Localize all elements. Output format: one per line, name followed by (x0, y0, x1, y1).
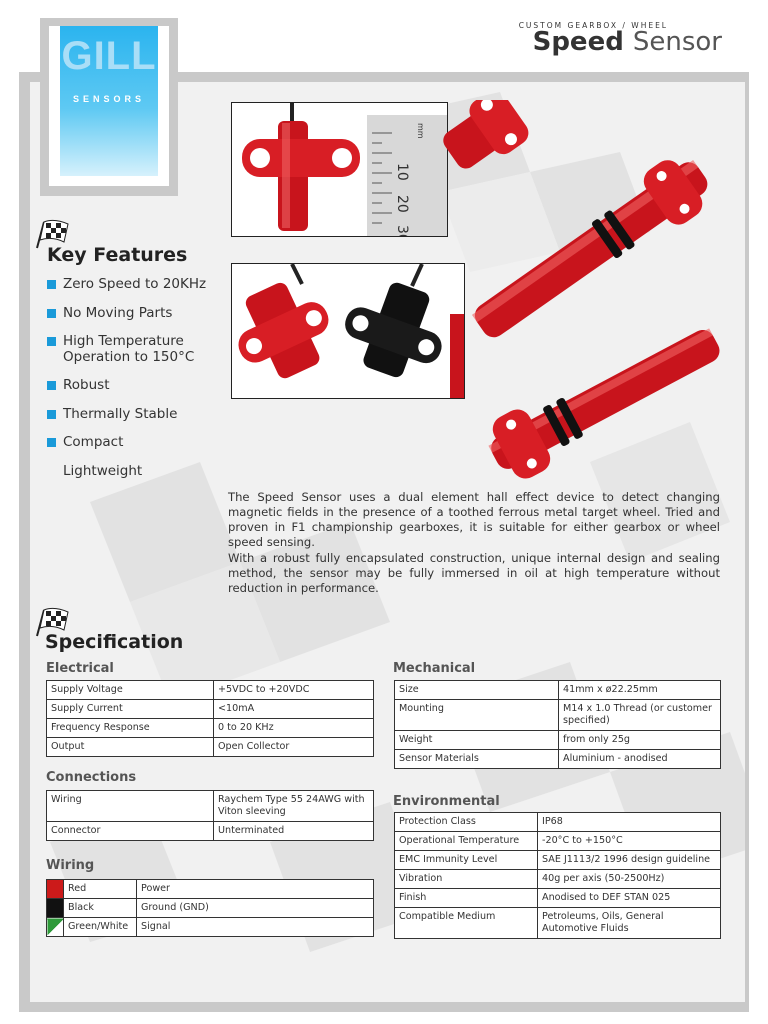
feature-text: High Temperature (63, 333, 184, 349)
table-cell-value: -20°C to +150°C (538, 832, 721, 851)
table-cell-label: Compatible Medium (395, 908, 538, 939)
table-cell-value: M14 x 1.0 Thread (or customer specified) (559, 700, 721, 731)
table-row (395, 813, 721, 832)
logo-wordmark: GILL (61, 34, 157, 78)
table-cell-value: Unterminated (214, 822, 374, 841)
bullet-square-icon (47, 410, 56, 419)
mechanical-heading: Mechanical (393, 661, 476, 676)
table-cell-label: Supply Voltage (47, 681, 214, 700)
key-features-heading: Key Features (47, 244, 188, 266)
table-row (47, 880, 374, 899)
table-cell-label: Size (395, 681, 559, 700)
feature-text: No Moving Parts (63, 305, 173, 321)
bullet-square-icon (47, 337, 56, 346)
table-row (395, 889, 721, 908)
table-cell-value: Ground (GND) (137, 899, 374, 918)
electrical-table (46, 680, 374, 757)
table-row (395, 870, 721, 889)
table-cell-label: Output (47, 738, 214, 757)
description-paragraph-1: The Speed Sensor uses a dual element hall effect device to detect changing magnetic fields in the presence of a toothed ferrous metal target wheel. Tried and proven in F1 championship gearboxes, it is suitable for either gearbox or wheel speed sensing. (228, 490, 720, 549)
table-cell-label: Protection Class (395, 813, 538, 832)
table-cell-label: Black (64, 899, 137, 918)
feature-text: Zero Speed to 20KHz (63, 276, 207, 292)
ruler-label-10: 10 (394, 163, 410, 181)
table-cell-label: Finish (395, 889, 538, 908)
table-cell-value: from only 25g (559, 731, 721, 750)
table-cell-value: Petroleums, Oils, General Automotive Fluids (538, 908, 721, 939)
table-cell-value: 41mm x ø22.25mm (559, 681, 721, 700)
table-row (47, 738, 374, 757)
table-cell-label: Supply Current (47, 700, 214, 719)
feature-text: Robust (63, 377, 110, 393)
ruler-label-30: 30 (394, 225, 410, 236)
title-kicker: CUSTOM GEARBOX / WHEEL (518, 21, 668, 30)
wiring-heading: Wiring (46, 858, 95, 873)
mechanical-table (394, 680, 721, 769)
sensor-with-ruler-illustration (232, 103, 447, 236)
company-logo (60, 26, 158, 176)
table-row (47, 681, 374, 700)
table-cell-label: Wiring (47, 791, 214, 822)
table-row (47, 822, 374, 841)
table-row (395, 731, 721, 750)
table-cell-label: EMC Immunity Level (395, 851, 538, 870)
description-paragraph-2: With a robust fully encapsulated construction, unique internal design and sealing method, the sensor may be fully immersed in oil at high temperature without reduction in performance. (228, 551, 720, 595)
frame-left-bar (19, 72, 30, 1012)
table-cell-value: 40g per axis (50-2500Hz) (538, 870, 721, 889)
wire-color-swatch-red (47, 880, 64, 899)
table-row (395, 681, 721, 700)
connections-table (46, 790, 374, 841)
table-cell-label: Operational Temperature (395, 832, 538, 851)
wire-color-swatch-green-white (47, 918, 64, 937)
title-bold: Speed (532, 27, 624, 57)
table-row (47, 791, 374, 822)
table-cell-value: 0 to 20 KHz (214, 719, 374, 738)
table-cell-value: SAE J1113/2 1996 design guideline (538, 851, 721, 870)
electrical-heading: Electrical (46, 661, 114, 676)
table-cell-label: Weight (395, 731, 559, 750)
title-light: Sensor (632, 27, 722, 57)
table-cell-label: Sensor Materials (395, 750, 559, 769)
table-cell-value: Power (137, 880, 374, 899)
specification-heading: Specification (45, 631, 184, 653)
table-cell-label: Frequency Response (47, 719, 214, 738)
table-row (395, 700, 721, 731)
ruler-label-20: 20 (394, 195, 410, 213)
table-row (47, 719, 374, 738)
table-cell-label: Green/White (64, 918, 137, 937)
table-row (395, 832, 721, 851)
table-cell-label: Vibration (395, 870, 538, 889)
table-cell-value: IP68 (538, 813, 721, 832)
table-cell-label: Mounting (395, 700, 559, 731)
bullet-square-icon (47, 438, 56, 447)
table-cell-value: Aluminium - anodised (559, 750, 721, 769)
table-cell-value: Open Collector (214, 738, 374, 757)
wire-color-swatch-black (47, 899, 64, 918)
product-photo-ruler (231, 102, 448, 237)
bullet-square-icon (47, 280, 56, 289)
table-cell-value: Raychem Type 55 24AWG with Viton sleeving (214, 791, 374, 822)
feature-text: Operation to 150°C (63, 349, 195, 365)
table-cell-value: <10mA (214, 700, 374, 719)
table-row (47, 918, 374, 937)
table-row (47, 899, 374, 918)
table-row (395, 908, 721, 939)
feature-text: Lightweight (63, 463, 143, 479)
table-cell-value: Anodised to DEF STAN 025 (538, 889, 721, 908)
environmental-table (394, 812, 721, 939)
table-cell-value: Signal (137, 918, 374, 937)
page-title (533, 27, 722, 57)
feature-text: Thermally Stable (63, 406, 178, 422)
table-row (47, 700, 374, 719)
long-sensor-illustrations (420, 100, 745, 480)
frame-right-bar (745, 72, 749, 1012)
bullet-square-icon (47, 309, 56, 318)
connections-heading: Connections (46, 770, 137, 785)
ruler-label-mm: mm (416, 123, 425, 139)
wiring-table (46, 879, 374, 937)
environmental-heading: Environmental (393, 794, 500, 809)
table-row (395, 750, 721, 769)
table-cell-value: +5VDC to +20VDC (214, 681, 374, 700)
feature-text: Compact (63, 434, 124, 450)
logo-subtitle: SENSORS (72, 94, 145, 104)
table-row (395, 851, 721, 870)
table-cell-label: Red (64, 880, 137, 899)
bullet-square-icon (47, 381, 56, 390)
frame-bottom-bar (19, 1002, 749, 1012)
table-cell-label: Connector (47, 822, 214, 841)
